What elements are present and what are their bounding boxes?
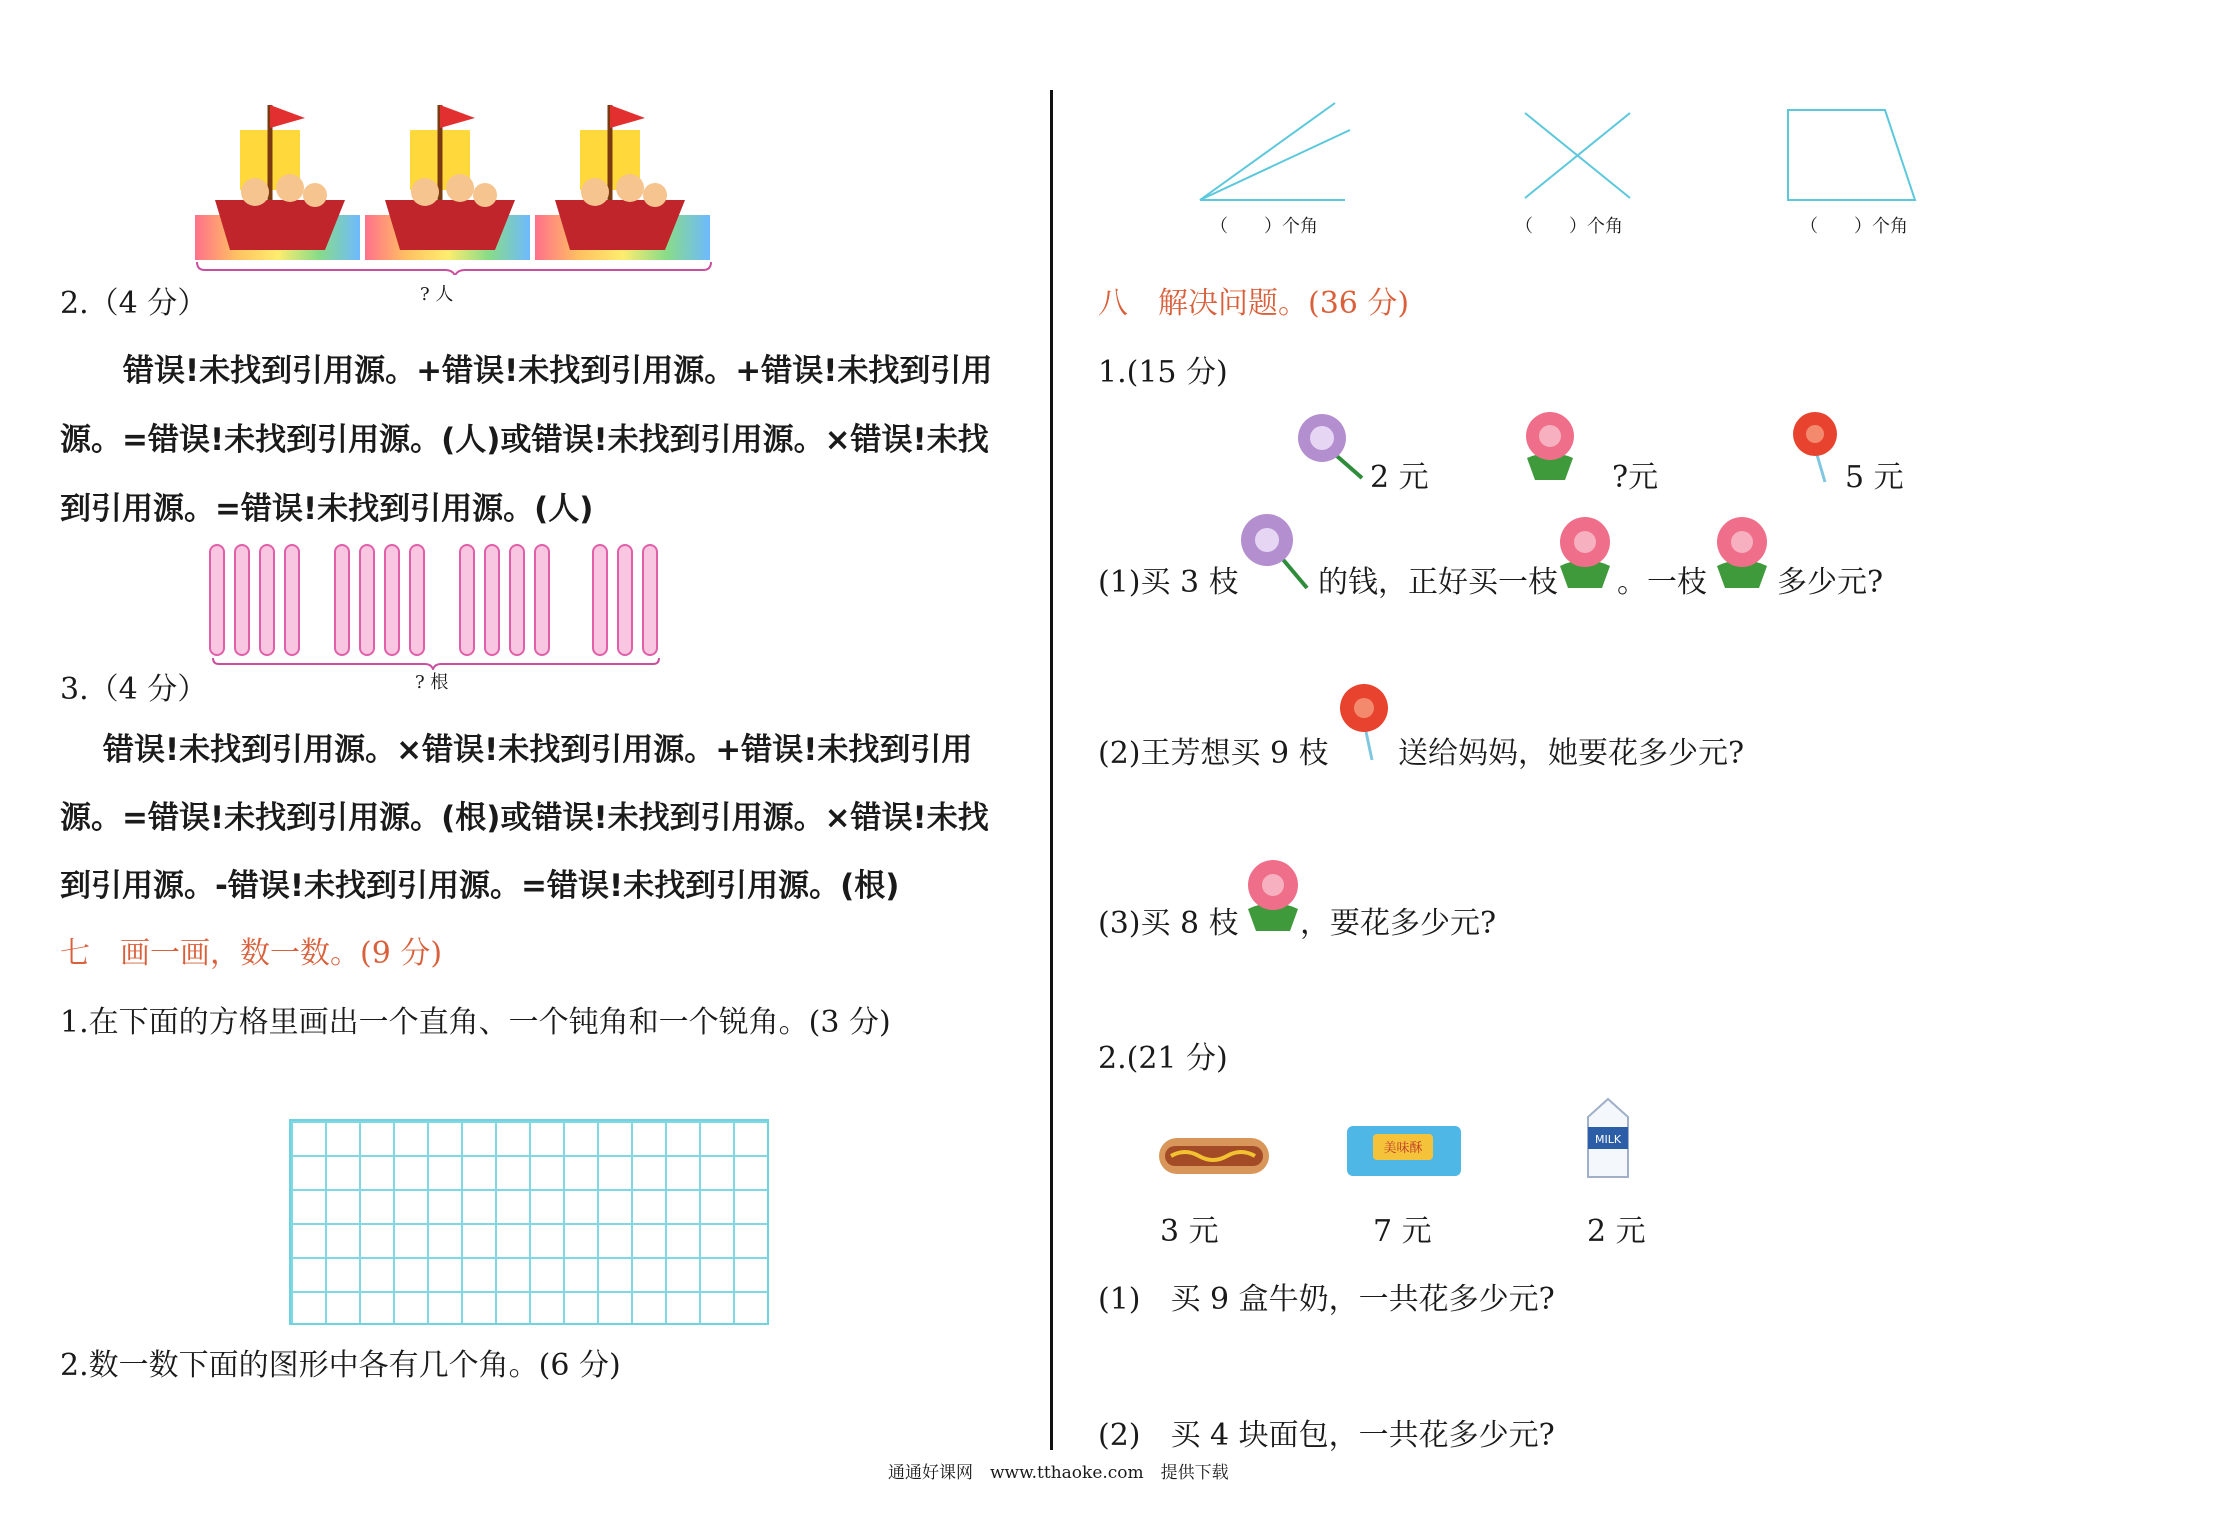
shape-cross — [1525, 113, 1630, 198]
footer: 通通好课网 www.tthaoke.com 提供下载 — [888, 1463, 1229, 1483]
q1-1-part-c: 。一枝 — [1617, 565, 1707, 600]
price-bread: 7 元 — [1373, 1214, 1432, 1249]
milk-carton-icon — [1583, 1097, 1633, 1179]
q1-2-part-a: (2)王芳想买 9 枝 — [1098, 736, 1329, 771]
price-purple-flower: 2 元 — [1370, 460, 1429, 495]
angle-label-2: （ ）个角 — [1515, 216, 1623, 237]
q2-1: (1) 买 9 盒牛奶，一共花多少元? — [1098, 1282, 1555, 1317]
column-divider — [1050, 90, 1053, 1450]
ships-illustration — [195, 100, 715, 275]
price-hotdog: 3 元 — [1160, 1214, 1219, 1249]
ship-2 — [365, 105, 530, 260]
ships-brace — [197, 262, 711, 275]
angle-label-1: （ ）个角 — [1210, 216, 1318, 237]
bread-package-label: 美味酥 — [1383, 1141, 1423, 1156]
q2-line-1: 错误!未找到引用源。+错误!未找到引用源。+错误!未找到引用 — [123, 353, 993, 389]
q3-line-3: 到引用源。-错误!未找到引用源。=错误!未找到引用源。(根) — [60, 868, 900, 904]
s7-q2: 2.数一数下面的图形中各有几个角。(6 分) — [60, 1348, 621, 1383]
purple-flower-icon — [1290, 410, 1370, 480]
q3-line-2: 源。=错误!未找到引用源。(根)或错误!未找到引用源。×错误!未找 — [60, 800, 989, 836]
q3-line-1: 错误!未找到引用源。×错误!未找到引用源。+错误!未找到引用 — [103, 732, 973, 768]
rods-illustration — [205, 540, 675, 670]
drawing-grid[interactable] — [289, 1119, 769, 1325]
purple-flower-icon — [1235, 510, 1315, 590]
angle-shapes — [1190, 95, 1950, 215]
pink-flower-icon — [1707, 512, 1777, 590]
q3-label: 3.（4 分） — [60, 672, 208, 707]
angle-label-3: （ ）个角 — [1800, 216, 1908, 237]
pink-flower-icon — [1238, 855, 1308, 933]
ship-3 — [535, 105, 710, 260]
red-flower-icon — [1332, 682, 1402, 762]
q2-line-3: 到引用源。=错误!未找到引用源。(人) — [60, 491, 594, 527]
section8-title: 八 解决问题。(36 分) — [1098, 286, 1410, 321]
q2-label: 2.（4 分） — [60, 286, 208, 321]
pink-flower-icon — [1550, 512, 1620, 590]
s8-q2-label: 2.(21 分) — [1098, 1041, 1228, 1076]
bread-package-icon — [1345, 1120, 1463, 1180]
shape-trapezoid — [1788, 110, 1915, 200]
q1-3-part-a: (3)买 8 枝 — [1098, 906, 1239, 941]
price-pink-flower: ?元 — [1612, 460, 1659, 495]
q1-2-part-b: 送给妈妈，她要花多少元? — [1398, 736, 1745, 771]
milk-carton-label: MILK — [1594, 1133, 1622, 1146]
q2-2: (2) 买 4 块面包，一共花多少元? — [1098, 1418, 1555, 1453]
q1-3-part-b: ，要花多少元? — [1300, 906, 1497, 941]
ship-1 — [195, 105, 360, 260]
q1-1-part-a: (1)买 3 枝 — [1098, 565, 1239, 600]
q2-line-2: 源。=错误!未找到引用源。(人)或错误!未找到引用源。×错误!未找 — [60, 422, 989, 458]
rods-brace-label: ? 根 — [415, 672, 449, 693]
price-milk: 2 元 — [1587, 1214, 1646, 1249]
price-red-flower: 5 元 — [1845, 460, 1904, 495]
pink-flower-icon — [1515, 408, 1585, 483]
s8-q1-label: 1.(15 分) — [1098, 355, 1228, 390]
hotdog-icon — [1157, 1130, 1272, 1180]
q1-1-part-d: 多少元? — [1777, 565, 1884, 600]
q1-1-part-b: 的钱，正好买一枝 — [1318, 565, 1558, 600]
section7-title: 七 画一画，数一数。(9 分) — [60, 936, 443, 971]
shape-rays — [1200, 103, 1350, 200]
s7-q1: 1.在下面的方格里画出一个直角、一个钝角和一个锐角。(3 分) — [60, 1005, 891, 1040]
ships-brace-label: ? 人 — [420, 284, 454, 305]
